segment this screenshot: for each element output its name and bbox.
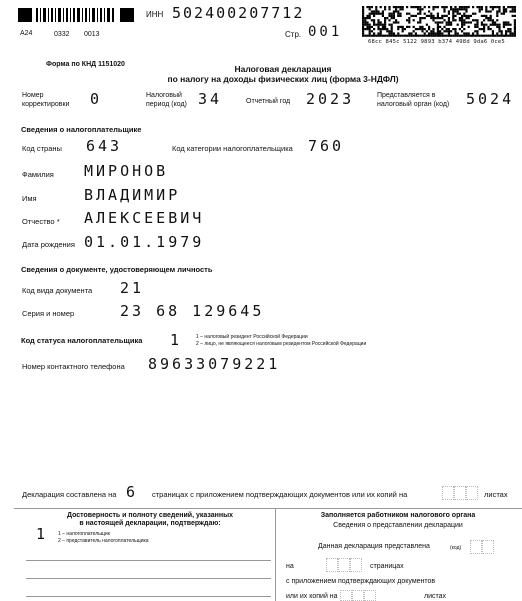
doc-series-label: Серия и номер [22,309,75,318]
authority-block-subtitle: Сведения о представлении декларации [333,522,463,529]
confirm-line-1 [26,560,271,561]
authority-code: (код) [450,545,462,551]
category-label: Код категории налогоплательщика [172,144,293,153]
corner-marker-middle [120,8,134,22]
name-label: Имя [22,194,37,203]
status-value: 1 [170,331,183,349]
doc-series-value: 23 68 129645 [120,302,265,320]
pages-value: 6 [126,483,139,501]
bottom-vertical-divider [275,508,276,601]
confirm-line-2 [26,578,271,579]
pages-prefix: Декларация составлена на [22,490,117,499]
country-value: 643 [86,137,123,155]
pages-middle: страницах с приложением подтверждающих документов или их копий на [152,490,408,499]
form-title-line1: Налоговая декларация [234,64,332,74]
authority-line1: Данная декларация представлена [318,543,430,550]
code-a24: A24 [20,30,33,37]
status-note1: 1 – налоговый резидент Российской Федерации [196,334,308,340]
authority-sheets-box-2[interactable] [352,590,364,601]
authority-code-box-2[interactable] [482,540,494,554]
authority-block-title: Заполняется работником налогового органа [320,512,476,519]
bottom-divider [14,508,522,509]
confirm-opt2: 2 – представитель налогоплательщика [58,538,149,544]
code-0013: 0013 [84,31,100,38]
confirm-title1: Достоверность и полноту сведений, указанных [67,512,233,519]
authority-pages-label: страницах [370,563,404,570]
patronymic-label: Отчество * [22,217,60,226]
authority-line3: с приложением подтверждающих документов [286,578,436,585]
inn-value: 502400207712 [172,4,305,22]
authority-pages-box-3[interactable] [350,558,362,572]
name-value: ВЛАДИМИР [84,186,181,204]
authority-pages-box-2[interactable] [338,558,350,572]
corner-marker-left [18,8,32,22]
phone-label: Номер контактного телефона [22,362,125,371]
status-note2: 2 – лицо, не являющееся налоговым резидентом Российской Федерации [196,341,367,347]
authority-line4b: листах [424,593,447,600]
category-value: 760 [308,137,345,155]
period-label: Налоговый период (код) [146,92,187,108]
year-value: 2023 [306,90,355,108]
confirm-title2: в настоящей декларации, подтверждаю: [79,520,221,527]
authority-code-box-1[interactable] [470,540,482,554]
page-value: 001 [308,24,343,40]
pages-suffix: листах [484,490,508,499]
surname-value: МИРОНОВ [84,162,169,180]
authority-value: 5024 [466,90,515,108]
authority-sheets-box-3[interactable] [364,590,376,601]
authority-pages-box-1[interactable] [326,558,338,572]
sheets-box-3[interactable] [466,486,478,500]
birth-label: Дата рождения [22,240,75,249]
document-section-title: Сведения о документе, удостоверяющем личность [21,265,213,274]
code-0332: 0332 [54,31,70,38]
doc-type-value: 21 [120,279,145,297]
birth-value: 01.01.1979 [84,233,205,251]
confirm-line-3 [26,596,271,597]
surname-label: Фамилия [22,170,54,179]
authority-label: Представляется в налоговый орган (код) [377,92,450,108]
confirm-opt1: 1 – налогоплательщик [58,531,110,537]
sheets-box-1[interactable] [442,486,454,500]
status-label: Код статуса налогоплательщика [21,336,143,345]
doc-type-label: Код вида документа [22,286,93,295]
sheets-box-2[interactable] [454,486,466,500]
patronymic-value: АЛЕКСЕЕВИЧ [84,209,205,227]
correction-value: 0 [90,90,103,108]
form-knd: Форма по КНД 1151020 [46,61,125,68]
barcode-text: 68cc 845c 5122 9893 b374 498d 9da6 0ce5 [368,39,505,45]
year-label: Отчетный год [246,98,291,105]
taxpayer-section-title: Сведения о налогоплательщике [21,125,142,134]
period-value: 34 [198,90,223,108]
authority-sheets-box-1[interactable] [340,590,352,601]
page-label: Стр. [285,30,302,39]
country-label: Код страны [22,144,62,153]
authority-line4a: или их копий на [286,593,338,600]
form-title-line2: по налогу на доходы физических лиц (форма 3-НДФЛ) [167,74,399,84]
phone-value: 89633079221 [148,355,281,373]
inn-label: ИНН [146,10,164,19]
data-matrix-barcode [362,6,516,37]
confirm-value: 1 [36,525,49,543]
authority-on: на [286,563,294,570]
correction-label: Номер корректировки [22,92,70,108]
top-barcode [36,8,116,22]
